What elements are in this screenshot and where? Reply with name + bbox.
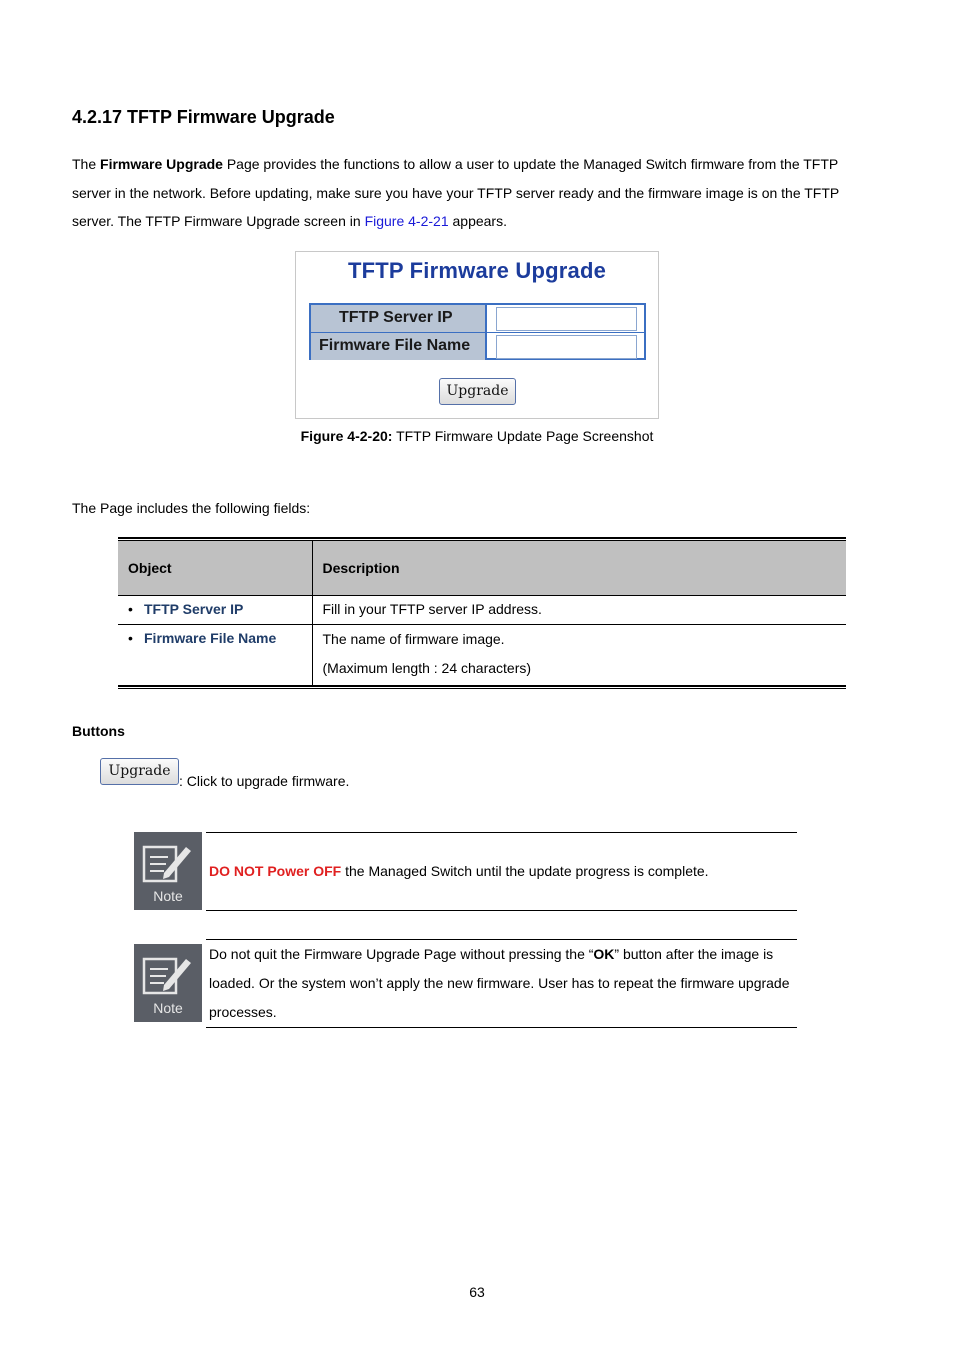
note-icon	[134, 832, 202, 910]
description-line: The name of firmware image.	[322, 630, 505, 647]
figure-caption	[0, 428, 954, 444]
table-row	[118, 595, 846, 624]
table-header-row	[118, 541, 846, 595]
note-2-ok: OK	[593, 946, 615, 962]
upgrade-button-image[interactable]: Upgrade	[100, 758, 179, 785]
figure-caption-label: Figure 4-2-20:	[300, 428, 393, 444]
upgrade-button-description: : Click to upgrade firmware.	[179, 773, 350, 789]
object-cell	[118, 624, 312, 685]
note-2-body-b: ” button after the image is loaded. Or the system won’t apply the new firmware. User has to repeat the firmware upgrade processes.	[209, 946, 790, 1020]
object-table	[118, 537, 846, 689]
header-object: Object	[118, 541, 312, 595]
note-label: Note	[153, 888, 183, 904]
figure-form	[309, 303, 646, 360]
object-name-tftp-server-ip: TFTP Server IP	[144, 600, 244, 617]
note-2-body-a: Do not quit the Firmware Upgrade Page without pressing the “	[209, 946, 594, 962]
note-pen-icon	[142, 841, 194, 885]
figure-screenshot	[295, 251, 659, 419]
note-bottom-rule	[206, 1027, 797, 1028]
figure-caption-text: TFTP Firmware Update Page Screenshot	[392, 428, 654, 444]
table-row	[118, 624, 846, 685]
note-icon	[134, 944, 202, 1022]
figure-upgrade-button[interactable]: Upgrade	[439, 378, 516, 405]
object-cell	[118, 595, 312, 624]
intro-paragraph	[72, 150, 872, 236]
figure-label-server-ip: TFTP Server IP	[311, 305, 487, 332]
note-top-rule	[206, 832, 797, 833]
header-description: Description	[312, 541, 846, 595]
section-title: 4.2.17 TFTP Firmware Upgrade	[72, 107, 335, 127]
object-name-firmware-file-name: Firmware File Name	[144, 629, 277, 646]
note-pen-icon	[142, 953, 194, 997]
buttons-heading: Buttons	[72, 723, 125, 739]
bullet-icon: •	[128, 629, 133, 646]
figure-input-server-ip[interactable]	[496, 307, 637, 331]
description-cell: Fill in your TFTP server IP address.	[312, 595, 846, 624]
intro-text-1: The	[72, 156, 101, 172]
description-cell	[312, 624, 846, 685]
bullet-icon: •	[128, 600, 133, 617]
intro-text-2: Page provides the functions to allow a user to update the Managed Switch firmware from the TFTP server in the network. Before updating, make sure you have your TFTP server ready and the firmware image is on the TFTP server. The TFTP Firmware Upgrade screen in	[72, 156, 839, 229]
intro-text-3: appears.	[448, 213, 507, 229]
fields-intro: The Page includes the following fields:	[72, 500, 311, 516]
figure-row-server-ip	[311, 305, 644, 332]
figure-input-file-name[interactable]	[496, 335, 637, 359]
figure-link[interactable]: Figure 4-2-21	[364, 213, 449, 229]
description-line: (Maximum length : 24 characters)	[322, 659, 532, 676]
figure-title: TFTP Firmware Upgrade	[347, 258, 607, 283]
intro-bold-firmware-upgrade: Firmware Upgrade	[100, 156, 223, 172]
note-1-body: the Managed Switch until the update progress is complete.	[341, 863, 709, 879]
table-bottom-rule	[118, 685, 846, 689]
note-1-warning: DO NOT Power OFF	[209, 863, 342, 879]
figure-row-file-name	[311, 333, 644, 360]
note-2-text	[209, 940, 799, 1027]
note-label: Note	[153, 1000, 183, 1016]
note-bottom-rule	[206, 910, 797, 911]
page-number: 63	[469, 1284, 485, 1300]
note-1-text	[209, 857, 799, 886]
figure-label-file-name: Firmware File Name	[311, 333, 487, 360]
